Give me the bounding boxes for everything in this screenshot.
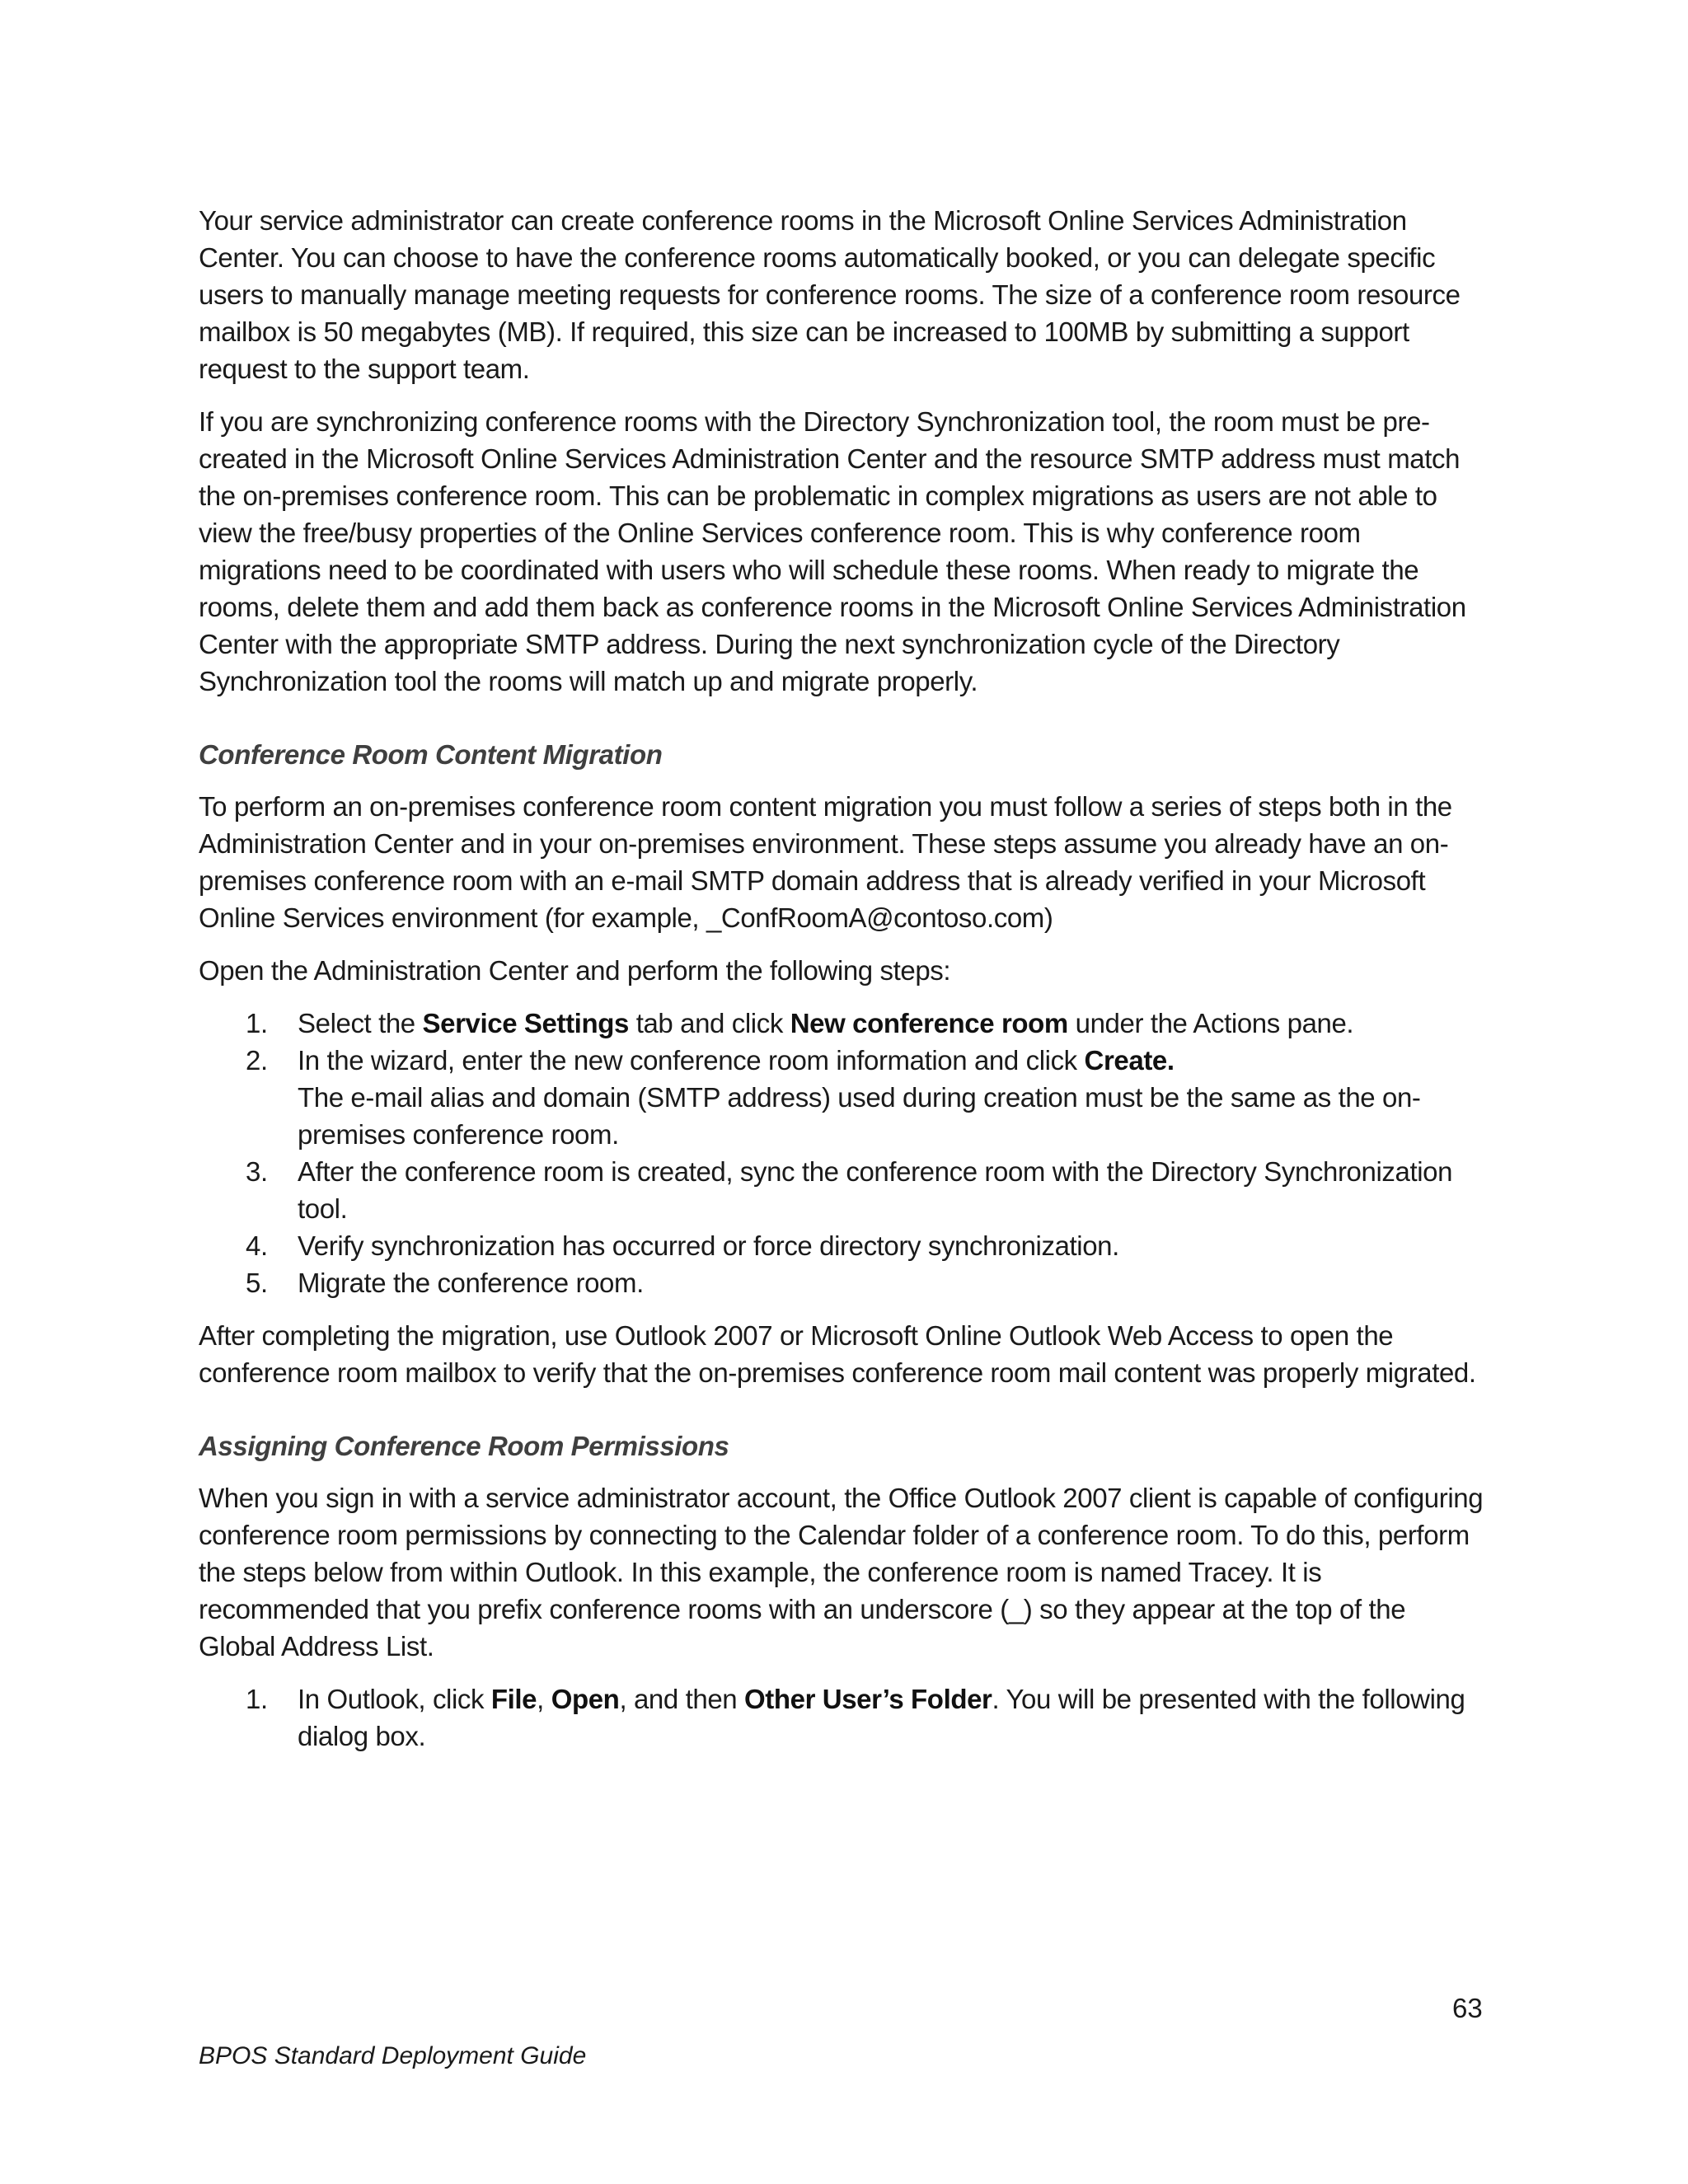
list-item-text: Migrate the conference room. (298, 1268, 644, 1298)
list-item (199, 1005, 1484, 1042)
list-item-text: tab and click (628, 1008, 790, 1038)
list-item (199, 1264, 1484, 1301)
page-number: 63 (1452, 1993, 1483, 2023)
list-item (199, 1680, 1484, 1755)
list-item-text: under the Actions pane. (1067, 1008, 1354, 1038)
list-item (199, 1153, 1484, 1227)
ui-term-new-conference-room: New conference room (790, 1008, 1068, 1038)
list-item-text: In Outlook, click (298, 1684, 491, 1714)
list-item-number: 4. (246, 1230, 268, 1261)
paragraph-conference-rooms-intro: Your service administrator can create conference rooms in the Microsoft Online Services Administration Center. You can choose to have the conference rooms automatically booked, or you can delegate specific users to manually manage meeting requests for conference rooms. The size of a conference room resource mailbox is 50 megabytes (MB). If required, this size can be increased to 100MB by submitting a support request to the support team. (199, 205, 1461, 384)
ui-term-other-users-folder: Other User’s Folder (744, 1684, 992, 1714)
list-item-number: 2. (246, 1045, 268, 1076)
list-item-text: After the conference room is created, sync the conference room with the Directory Synchronization tool. (298, 1156, 1453, 1224)
ui-term-service-settings: Service Settings (422, 1008, 629, 1038)
footer-title: BPOS Standard Deployment Guide (199, 2042, 587, 2069)
list-item-text: Select the (298, 1008, 423, 1038)
ui-term-file: File (490, 1684, 537, 1714)
ui-term-create: Create. (1084, 1045, 1175, 1076)
permissions-steps-list (199, 1680, 1484, 1755)
list-item (199, 1227, 1484, 1264)
list-item-text: In the wizard, enter the new conference room information and click (298, 1045, 1085, 1076)
paragraph-migration-intro: To perform an on-premises conference room content migration you must follow a series of steps both in the Administration Center and in your on-premises environment. These steps assume you already have an on-premises conference room with an e-mail SMTP domain address that is already verified in your Microsoft Online Services environment (for example, _ConfRoomA@contoso.com) (199, 791, 1452, 933)
list-item-number: 1. (246, 1684, 268, 1714)
ui-term-open: Open (551, 1684, 620, 1714)
section-heading-content-migration: Conference Room Content Migration (199, 739, 663, 770)
list-item-note: The e-mail alias and domain (SMTP address) used during creation must be the same as the on-premises conference room. (298, 1082, 1421, 1150)
list-item (199, 1042, 1484, 1153)
list-item-text: , (537, 1684, 551, 1714)
paragraph-permissions-intro: When you sign in with a service administrator account, the Office Outlook 2007 client is capable of configuring conference room permissions by connecting to the Calendar folder of a conference room. To do this, perform the steps below from within Outlook. In this example, the conference room is named Tracey. It is recommended that you prefix conference rooms with an underscore (_) so they appear at the top of the Global Address List. (199, 1483, 1484, 1661)
paragraph-open-admin-center: Open the Administration Center and perform the following steps: (199, 955, 951, 986)
list-item-text: Verify synchronization has occurred or force directory synchronization. (298, 1230, 1119, 1261)
list-item-text: . You will be presented with the following dialog box. (298, 1684, 1465, 1751)
paragraph-after-migration: After completing the migration, use Outlook 2007 or Microsoft Online Outlook Web Access to open the conference room mailbox to verify that the on-premises conference room mail content was properly migrated. (199, 1320, 1476, 1388)
section-heading-permissions: Assigning Conference Room Permissions (199, 1431, 729, 1461)
page-body (199, 202, 1484, 1770)
list-item-number: 1. (246, 1008, 268, 1038)
list-item-number: 3. (246, 1156, 268, 1187)
list-item-number: 5. (246, 1268, 268, 1298)
paragraph-directory-sync: If you are synchronizing conference rooms with the Directory Synchronization tool, the room must be pre-created in the Microsoft Online Services Administration Center and the resource SMTP address must match the on-premises conference room. This can be problematic in complex migrations as users are not able to view the free/busy properties of the Online Services conference room. This is why conference room migrations need to be coordinated with users who will schedule these rooms. When ready to migrate the rooms, delete them and add them back as conference rooms in the Microsoft Online Services Administration Center with the appropriate SMTP address. During the next synchronization cycle of the Directory Synchronization tool the rooms will match up and migrate properly. (199, 406, 1466, 696)
migration-steps-list (199, 1005, 1484, 1301)
list-item-text: , and then (619, 1684, 744, 1714)
